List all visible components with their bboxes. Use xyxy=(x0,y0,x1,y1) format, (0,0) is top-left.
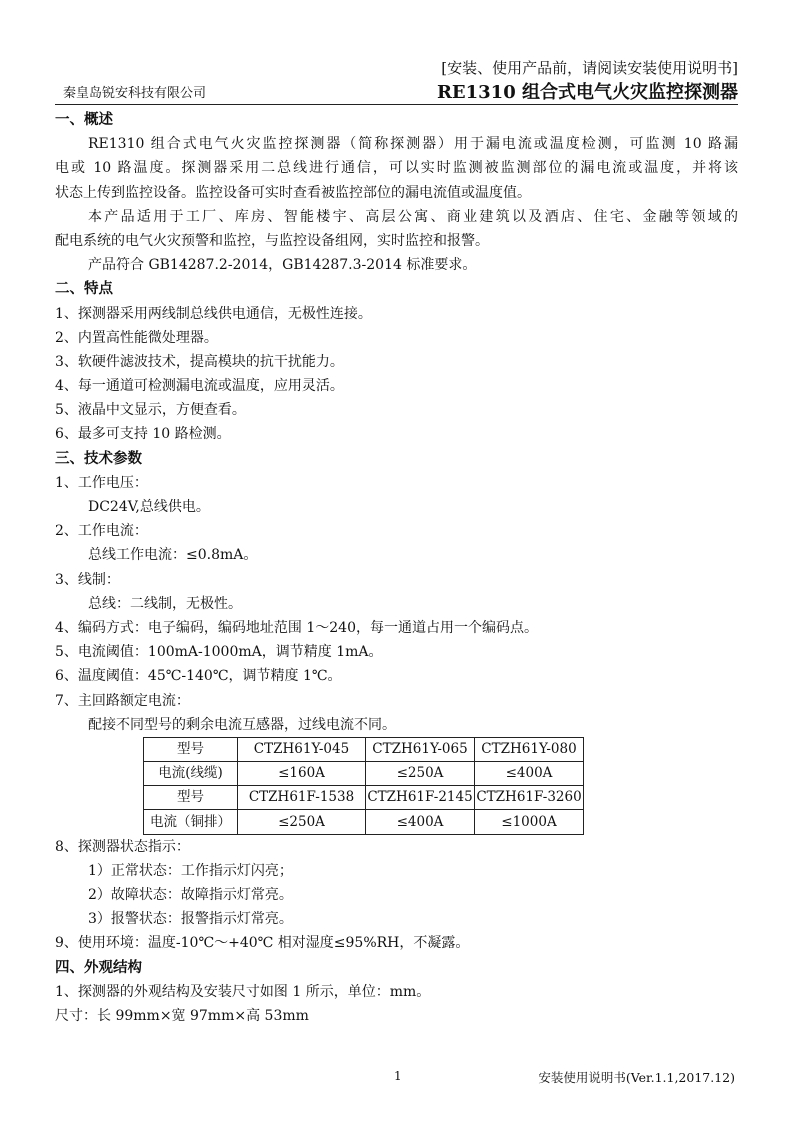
list-detail: 总线工作电流：≤0.8mA。 xyxy=(88,547,258,564)
list-item: 1、探测器的外观结构及安装尺寸如图 1 所示，单位：mm。 xyxy=(55,983,431,1000)
header-note: [安装、使用产品前，请阅读安装使用说明书] xyxy=(441,59,738,77)
dimensions-text: 尺寸：长 99mm×宽 97mm×高 53mm xyxy=(55,1007,309,1024)
list-detail: 配接不同型号的剩余电流互感器，过线电流不同。 xyxy=(88,716,396,733)
paragraph-line: 电或 10 路温度。探测器采用二总线进行通信，可以实时监测被监测部位的漏电流或温度，并将该 xyxy=(55,160,738,177)
table-cell: 型号 xyxy=(144,737,238,761)
table-cell: CTZH61F-1538 xyxy=(238,786,366,810)
page-number: 1 xyxy=(394,1069,402,1083)
paragraph-line: RE1310 组合式电气火灾监控探测器（简称探测器）用于漏电流或温度检测，可监测 10 路漏 xyxy=(88,136,738,153)
list-item: 1、探测器采用两线制总线供电通信，无极性连接。 xyxy=(55,305,372,322)
list-detail: 2）故障状态：故障指示灯常亮。 xyxy=(88,887,293,903)
paragraph-line: 产品符合 GB14287.2-2014，GB14287.3-2014 标准要求。 xyxy=(88,257,477,274)
table-cell: ≤160A xyxy=(238,762,366,786)
list-item: 9、使用环境：温度-10℃～+40℃ 相对湿度≤95%RH，不凝露。 xyxy=(55,935,470,952)
table-cell: 电流（铜排） xyxy=(144,810,238,834)
list-item: 8、探测器状态指示： xyxy=(55,838,190,855)
table-cell: CTZH61F-3260 xyxy=(475,786,584,810)
header-rule xyxy=(55,104,738,105)
list-item: 6、温度阈值：45℃-140℃，调节精度 1℃。 xyxy=(55,668,342,685)
list-detail: 1）正常状态：工作指示灯闪亮； xyxy=(88,862,293,879)
company-name: 秦皇岛锐安科技有限公司 xyxy=(63,86,207,101)
list-item: 5、电流阈值：100mA-1000mA，调节精度 1mA。 xyxy=(55,644,383,661)
section-heading: 一、概述 xyxy=(55,112,113,128)
paragraph-line: 状态上传到监控设备。监控设备可实时查看被监控部位的漏电流值或温度值。 xyxy=(55,184,531,201)
table-cell: CTZH61Y-045 xyxy=(238,737,366,761)
table-cell: ≤250A xyxy=(366,762,475,786)
transformer-current-table xyxy=(143,737,584,835)
table-cell: CTZH61Y-065 xyxy=(366,737,475,761)
list-item: 2、内置高性能微处理器。 xyxy=(55,329,218,346)
table-cell: CTZH61F-2145 xyxy=(366,786,475,810)
table-cell: ≤250A xyxy=(238,810,366,834)
footer-version: 安装使用说明书(Ver.1.1,2017.12) xyxy=(538,1070,735,1085)
list-item: 7、主回路额定电流： xyxy=(55,692,190,709)
table-row xyxy=(144,737,584,761)
section-heading: 四、外观结构 xyxy=(55,959,142,976)
table-cell: 电流(线缆) xyxy=(144,762,238,786)
table-cell: CTZH61Y-080 xyxy=(475,737,584,761)
list-item: 5、液晶中文显示，方便查看。 xyxy=(55,402,246,419)
paragraph-line: 本产品适用于工厂、库房、智能楼宇、高层公寓、商业建筑以及酒店、住宅、金融等领域的 xyxy=(88,208,738,225)
table-cell: ≤400A xyxy=(366,810,475,834)
table-row xyxy=(144,762,584,786)
section-heading: 二、特点 xyxy=(55,281,113,298)
list-item: 3、软硬件滤波技术，提高模块的抗干扰能力。 xyxy=(55,353,344,370)
list-item: 4、编码方式：电子编码，编码地址范围 1～240，每一通道占用一个编码点。 xyxy=(55,619,538,636)
document-title: RE1310 组合式电气火灾监控探测器 xyxy=(436,82,738,103)
paragraph-line: 配电系统的电气火灾预警和监控，与监控设备组网，实时监控和报警。 xyxy=(55,232,489,249)
section-heading: 三、技术参数 xyxy=(55,450,142,467)
table-row xyxy=(144,786,584,810)
list-item: 2、工作电流： xyxy=(55,523,148,540)
list-item: 3、线制： xyxy=(55,571,120,588)
list-detail: 3）报警状态：报警指示灯常亮。 xyxy=(88,911,293,928)
document-body xyxy=(55,108,738,1028)
list-detail: 总线：二线制，无极性。 xyxy=(88,595,242,612)
table-row xyxy=(144,810,584,834)
list-item: 1、工作电压： xyxy=(55,474,148,491)
table-cell: ≤400A xyxy=(475,762,584,786)
list-item: 6、最多可支持 10 路检测。 xyxy=(55,426,231,443)
list-detail: DC24V,总线供电。 xyxy=(88,499,210,515)
table-cell: ≤1000A xyxy=(475,810,584,834)
list-item: 4、每一通道可检测漏电流或温度，应用灵活。 xyxy=(55,378,344,395)
table-cell: 型号 xyxy=(144,786,238,810)
